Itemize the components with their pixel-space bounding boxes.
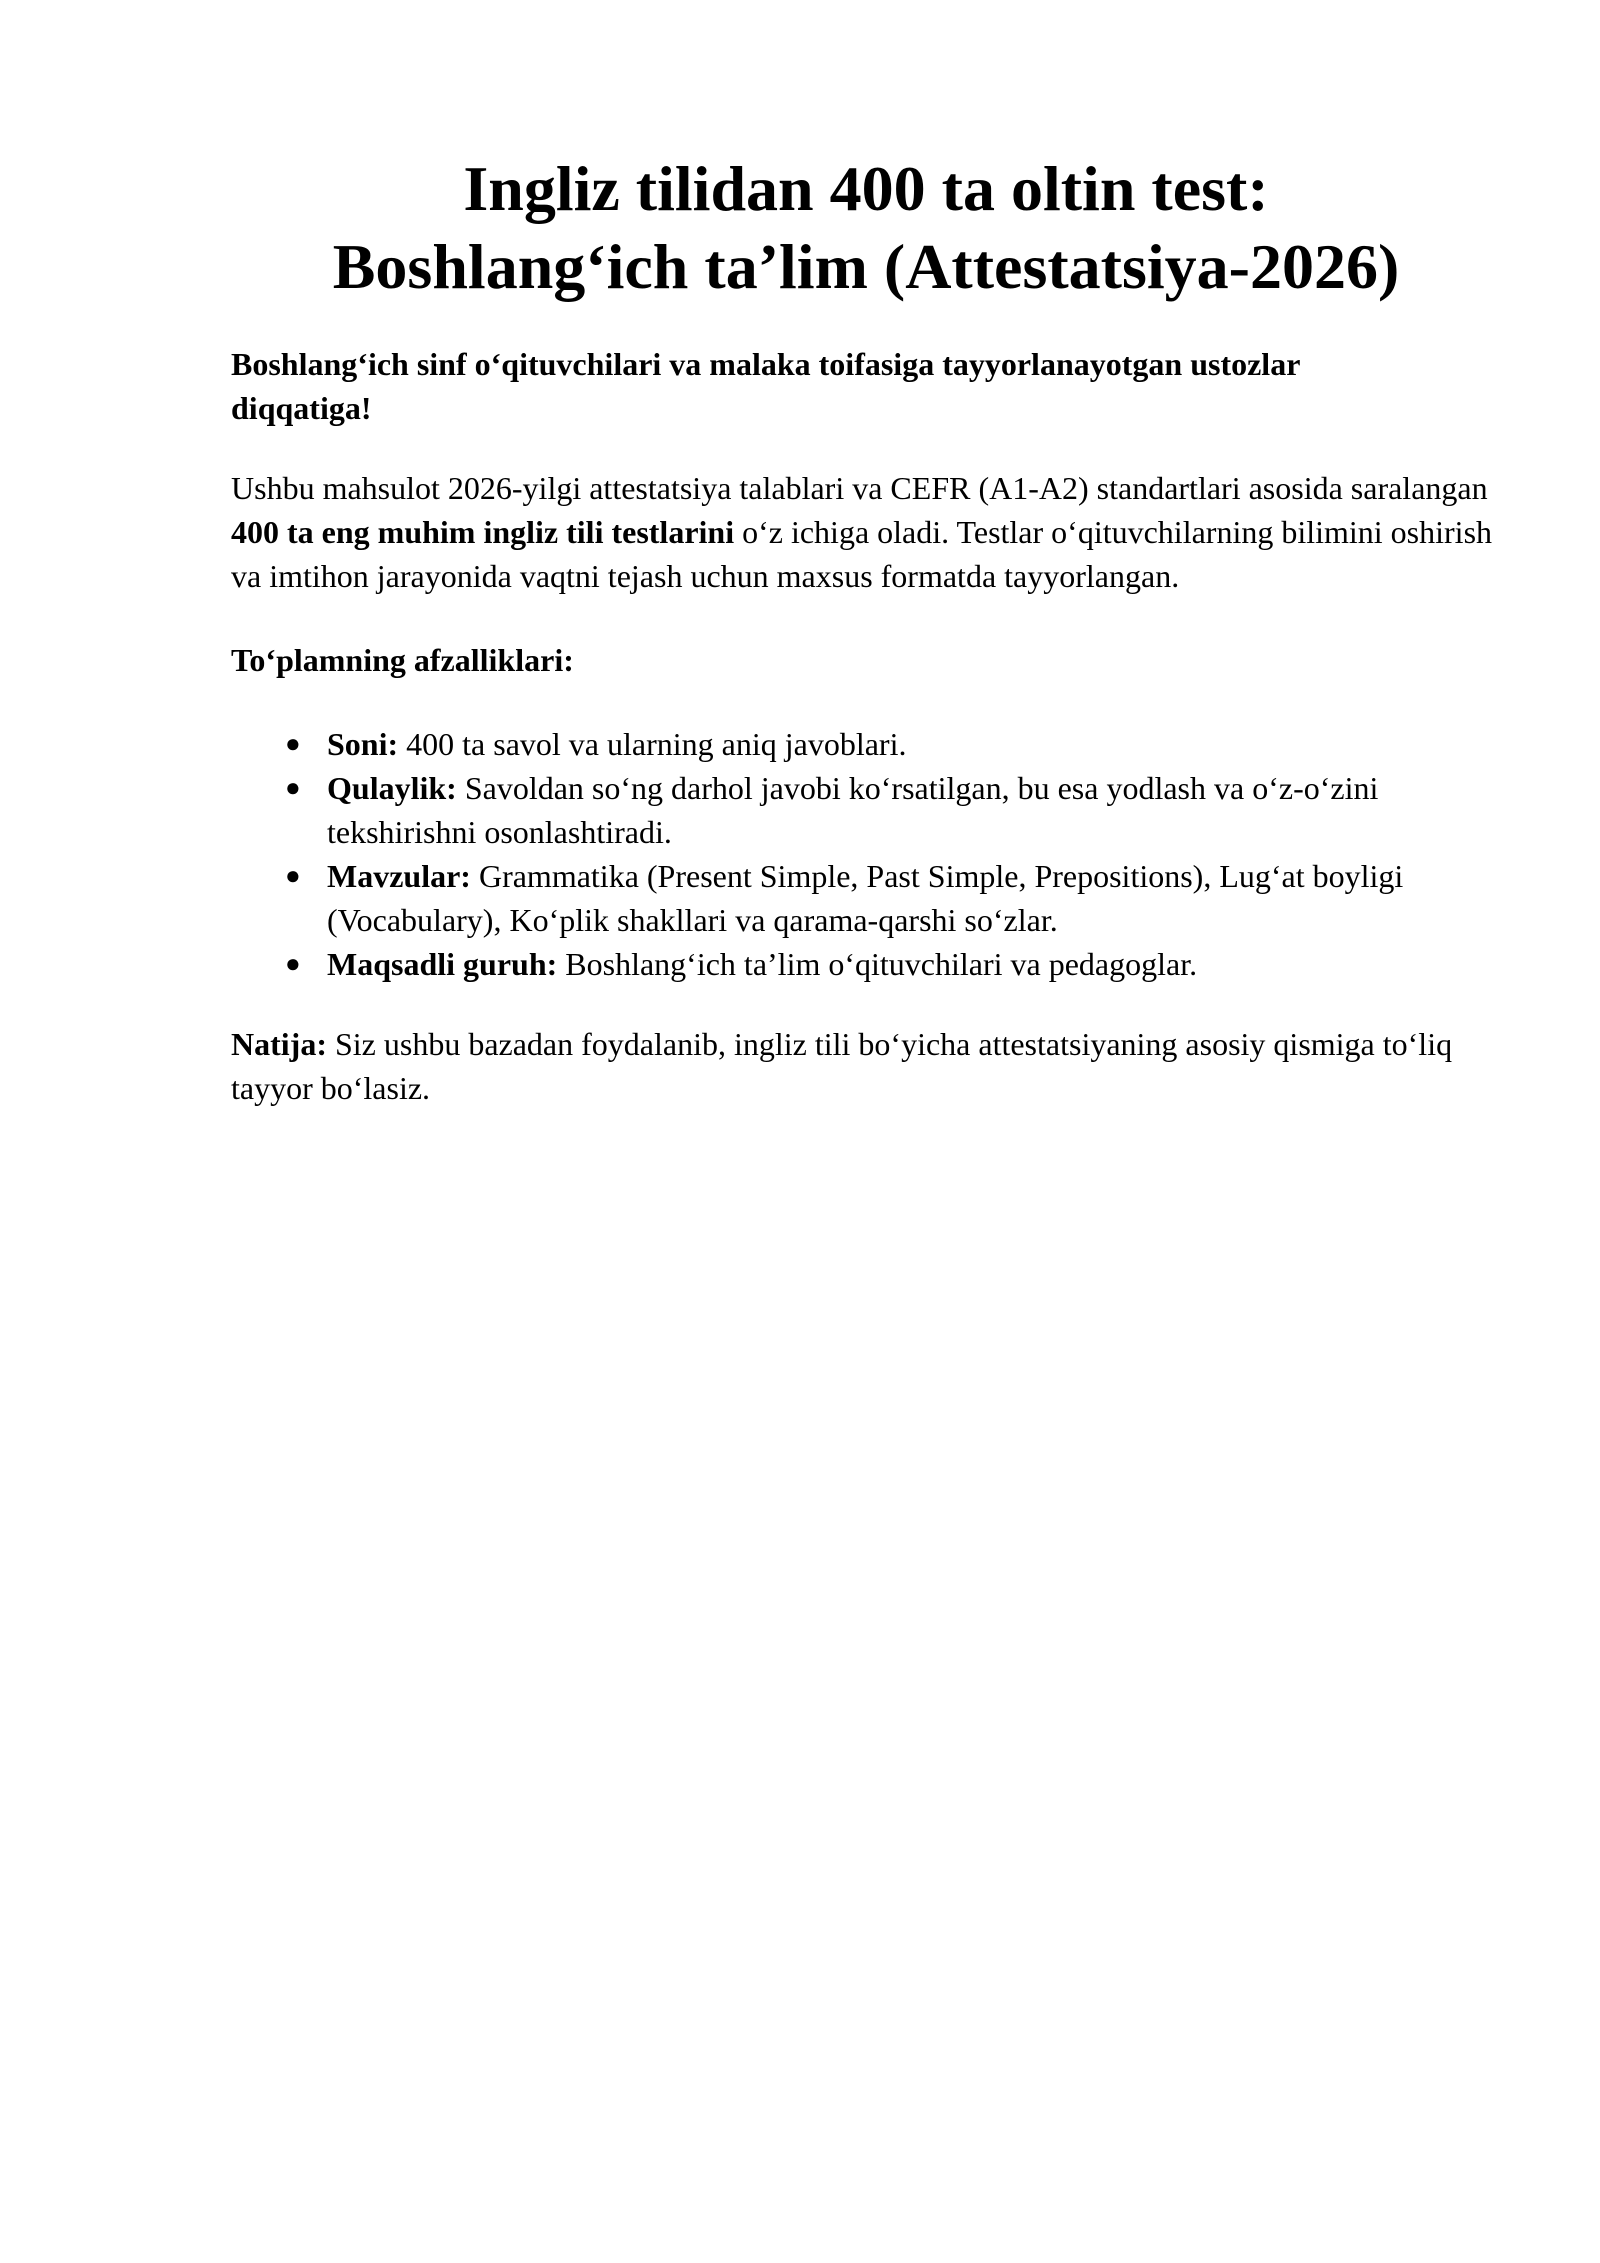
list-item-label: Mavzular: — [327, 858, 471, 894]
intro-text-start: Ushbu mahsulot 2026-yilgi attestatsiya talablari va CEFR (A1-A2) standartlari asosida saralangan — [231, 470, 1488, 506]
bullet-icon: ● — [285, 773, 301, 802]
bullet-icon: ● — [285, 949, 301, 978]
document-content — [231, 150, 1501, 1110]
list-item-text: Grammatika (Present Simple, Past Simple, Prepositions), Lug‘at boyligi (Vocabulary), Ko‘plik shakllari va qarama-qarshi so‘zlar. — [327, 858, 1404, 938]
intro-text-end: o‘z ichiga oladi. Testlar o‘qituvchilarning bilimini oshirish va imtihon jarayonida vaqtni tejash uchun maxsus formatda tayyorlangan. — [231, 514, 1493, 594]
list-item — [231, 722, 1501, 766]
list-item — [231, 854, 1501, 942]
bullet-icon: ● — [285, 861, 301, 890]
audience-heading: Boshlang‘ich sinf o‘qituvchilari va malaka toifasiga tayyorlanayotgan ustozlar diqqatiga! — [231, 346, 1300, 426]
advantages-list — [231, 722, 1501, 986]
list-item-text: Boshlang‘ich ta’lim o‘qituvchilari va pedagoglar. — [557, 946, 1198, 982]
result-paragraph — [231, 1022, 1501, 1110]
bullet-icon: ● — [285, 729, 301, 758]
list-item-label: Maqsadli guruh: — [327, 946, 558, 982]
intro-highlight: 400 ta eng muhim ingliz tili testlarini — [231, 514, 735, 550]
list-item — [231, 942, 1501, 986]
advantages-heading: To‘plamning afzalliklari: — [231, 642, 574, 678]
result-text: Siz ushbu bazadan foydalanib, ingliz tili bo‘yicha attestatsiyaning asosiy qismiga to‘liq tayyor bo‘lasiz. — [231, 1026, 1453, 1106]
result-label: Natija: — [231, 1026, 327, 1062]
list-item — [231, 766, 1501, 854]
document-title — [191, 150, 1541, 306]
list-item-label: Soni: — [327, 726, 399, 762]
title-line-1: Ingliz tilidan 400 ta oltin test: — [463, 153, 1269, 224]
intro-paragraph — [231, 466, 1501, 598]
list-item-text: Savoldan so‘ng darhol javobi ko‘rsatilgan, bu esa yodlash va o‘z-o‘zini tekshirishni osonlashtiradi. — [327, 770, 1379, 850]
title-line-2: Boshlang‘ich ta’lim (Attestatsiya-2026) — [332, 231, 1400, 302]
list-item-text: 400 ta savol va ularning aniq javoblari. — [398, 726, 907, 762]
list-item-label: Qulaylik: — [327, 770, 457, 806]
